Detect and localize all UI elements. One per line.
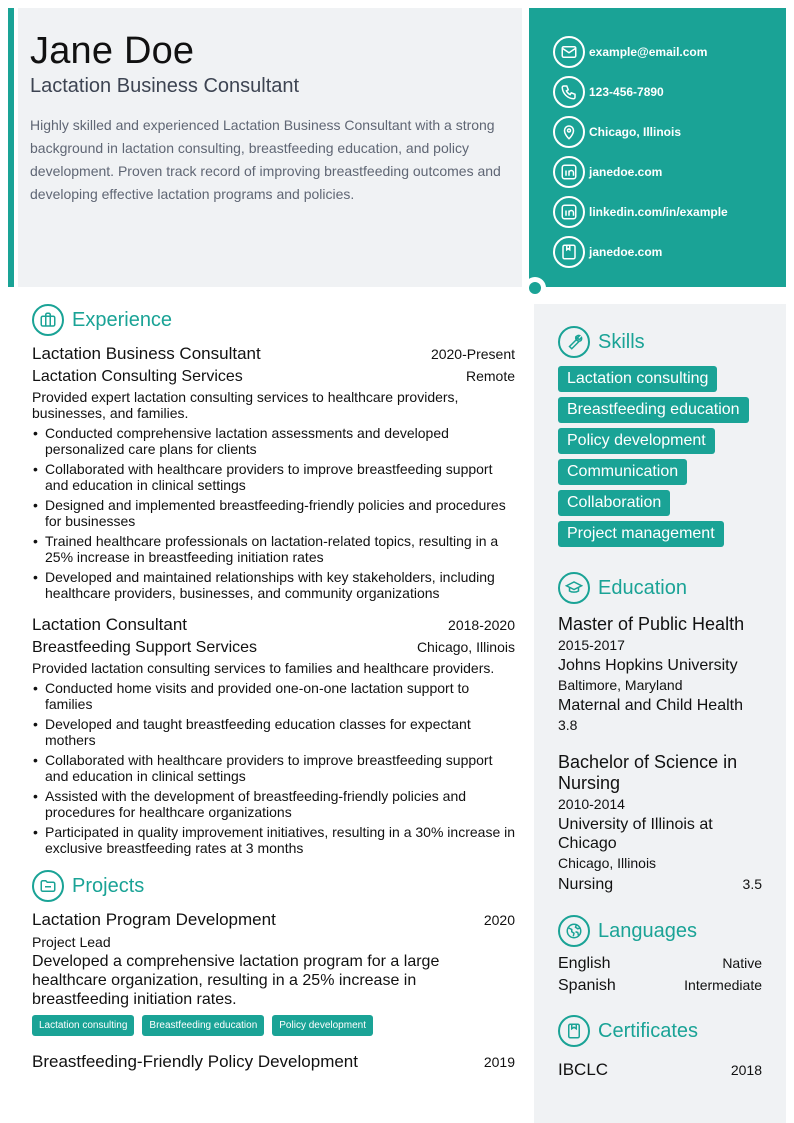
skill-tag: Policy development	[558, 428, 715, 454]
project-tag: Lactation consulting	[32, 1015, 134, 1036]
project-tag: Breastfeeding education	[142, 1015, 264, 1036]
job-description: Provided expert lactation consulting services to healthcare providers, businesses, and families.	[32, 389, 459, 421]
phone-icon	[553, 76, 585, 108]
job-bullet: • Assisted with the development of breastfeeding-friendly policies and procedures for healthcare organizations	[32, 788, 515, 820]
certificate-row	[558, 1059, 762, 1080]
graduation-cap-icon	[558, 572, 590, 604]
job-title: Lactation Consultant	[32, 615, 187, 634]
linkedin-icon	[553, 196, 585, 228]
contact-linkedin[interactable]	[529, 192, 786, 232]
linkedin-icon	[553, 156, 585, 188]
skill-tag: Lactation consulting	[558, 366, 717, 392]
edu-location: Baltimore, Maryland	[558, 677, 683, 693]
contact-location-text: Chicago, Illinois	[589, 125, 682, 139]
contact-email-text: example@email.com	[589, 45, 708, 59]
edu-field: Maternal and Child Health	[558, 697, 743, 714]
job-bullet: • Collaborated with healthcare providers to improve breastfeeding support and education in clinical settings	[32, 752, 515, 784]
contact-website[interactable]	[529, 152, 786, 192]
mail-icon	[553, 36, 585, 68]
experience-title: Experience	[72, 308, 173, 331]
languages-title: Languages	[598, 919, 697, 942]
briefcase-icon	[32, 304, 64, 336]
skills-list	[558, 366, 762, 552]
edu-location: Chicago, Illinois	[558, 855, 657, 871]
contact-portfolio-text: janedoe.com	[589, 245, 663, 259]
job-bullet: • Participated in quality improvement initiatives, resulting in a 30% increase in exclusive breastfeeding rates at 3 months	[32, 824, 515, 856]
skill-tag: Communication	[558, 459, 687, 485]
language-name: English	[558, 955, 611, 972]
certificate-name: IBCLC	[558, 1060, 609, 1079]
job-company: Breastfeeding Support Services	[32, 639, 258, 656]
contact-email[interactable]	[529, 32, 786, 72]
job-date: 2020-Present	[430, 346, 515, 362]
language-level: Native	[722, 955, 762, 971]
job-location: Remote	[465, 368, 515, 384]
certificate-year: 2018	[730, 1062, 762, 1078]
globe-icon	[558, 915, 590, 947]
contact-location	[529, 112, 786, 152]
language-row	[558, 955, 762, 973]
skill-tag: Breastfeeding education	[558, 397, 749, 423]
education-entry	[558, 614, 762, 736]
job-bullets	[32, 680, 515, 856]
job-bullet: • Conducted comprehensive lactation assessments and developed personalized care plans for clients	[32, 425, 515, 457]
certificates-title: Certificates	[598, 1019, 699, 1042]
job-bullet: • Collaborated with healthcare providers to improve breastfeeding support and education in clinical settings	[32, 461, 515, 493]
header	[18, 8, 522, 287]
projects-title: Projects	[72, 874, 145, 897]
skills-heading	[558, 326, 762, 358]
certificates-heading	[558, 1015, 762, 1047]
edu-years: 2015-2017	[558, 637, 625, 653]
projects-heading	[32, 870, 515, 902]
job-title: Lactation Business Consultant	[32, 344, 261, 363]
project-date: 2020	[483, 912, 515, 928]
project-title: Breastfeeding-Friendly Policy Development	[32, 1052, 358, 1071]
project-entry	[32, 1052, 515, 1072]
job-bullet: • Developed and maintained relationships with key stakeholders, including healthcare providers, businesses, and community organizations	[32, 569, 515, 601]
job-bullet: • Designed and implemented breastfeeding-friendly policies and procedures for businesses	[32, 497, 515, 529]
edu-degree: Bachelor of Science in Nursing	[558, 752, 738, 793]
contact-linkedin-text: linkedin.com/in/example	[589, 205, 728, 219]
job-date: 2018-2020	[448, 617, 515, 633]
project-tags	[32, 1015, 515, 1036]
skill-tag: Project management	[558, 521, 724, 547]
folder-icon	[32, 870, 64, 902]
languages-heading	[558, 915, 762, 947]
job-bullets	[32, 425, 515, 601]
location-icon	[553, 116, 585, 148]
edu-gpa: 3.8	[558, 717, 578, 733]
project-role: Project Lead	[32, 934, 111, 950]
decorative-dot	[529, 282, 541, 294]
job-location: Chicago, Illinois	[416, 639, 515, 655]
job-description: Provided lactation consulting services to families and healthcare providers.	[32, 660, 495, 676]
wrench-icon	[558, 326, 590, 358]
contact-panel	[529, 8, 786, 287]
job-bullet: • Trained healthcare professionals on lactation-related topics, resulting in a 25% increase in breastfeeding initiation rates	[32, 533, 515, 565]
sidebar	[534, 304, 786, 1123]
summary: Highly skilled and experienced Lactation Business Consultant with a strong background in lactation consulting, breastfeeding education, and policy development. Proven track record of improving breastfeeding outcomes and developing effective lactation programs and policies.	[30, 117, 501, 202]
contact-phone[interactable]	[529, 72, 786, 112]
job-bullet: • Conducted home visits and provided one-on-one lactation support to families	[32, 680, 515, 712]
language-row	[558, 977, 762, 995]
edu-field: Nursing	[558, 876, 614, 893]
edu-gpa: 3.5	[742, 876, 762, 892]
project-description: Developed a comprehensive lactation program for a large healthcare organization, resulting in a 25% increase in breastfeeding initiation rates.	[32, 953, 440, 1008]
edu-school: Johns Hopkins University	[558, 657, 738, 674]
experience-heading	[32, 304, 515, 336]
job-entry	[32, 615, 515, 856]
contact-website-text: janedoe.com	[589, 165, 663, 179]
accent-bar	[8, 8, 14, 287]
project-entry	[32, 910, 515, 1036]
edu-years: 2010-2014	[558, 796, 625, 812]
contact-phone-text: 123-456-7890	[589, 85, 664, 99]
languages-list	[558, 955, 762, 995]
project-date: 2019	[483, 1054, 515, 1070]
edu-degree: Master of Public Health	[558, 614, 745, 634]
education-heading	[558, 572, 762, 604]
language-name: Spanish	[558, 977, 616, 994]
candidate-title: Lactation Business Consultant	[30, 75, 300, 97]
job-company: Lactation Consulting Services	[32, 368, 243, 385]
certificate-icon	[558, 1015, 590, 1047]
skills-title: Skills	[598, 330, 645, 353]
skill-tag: Collaboration	[558, 490, 670, 516]
main-column	[32, 304, 515, 1072]
project-tag: Policy development	[272, 1015, 373, 1036]
candidate-name: Jane Doe	[30, 30, 195, 72]
edu-school: University of Illinois at Chicago	[558, 816, 713, 852]
education-title: Education	[598, 576, 687, 599]
project-title: Lactation Program Development	[32, 910, 276, 929]
contact-portfolio[interactable]	[529, 232, 786, 272]
language-level: Intermediate	[684, 977, 762, 993]
education-entry	[558, 752, 762, 895]
job-entry	[32, 344, 515, 601]
portfolio-icon	[553, 236, 585, 268]
job-bullet: • Developed and taught breastfeeding education classes for expectant mothers	[32, 716, 515, 748]
